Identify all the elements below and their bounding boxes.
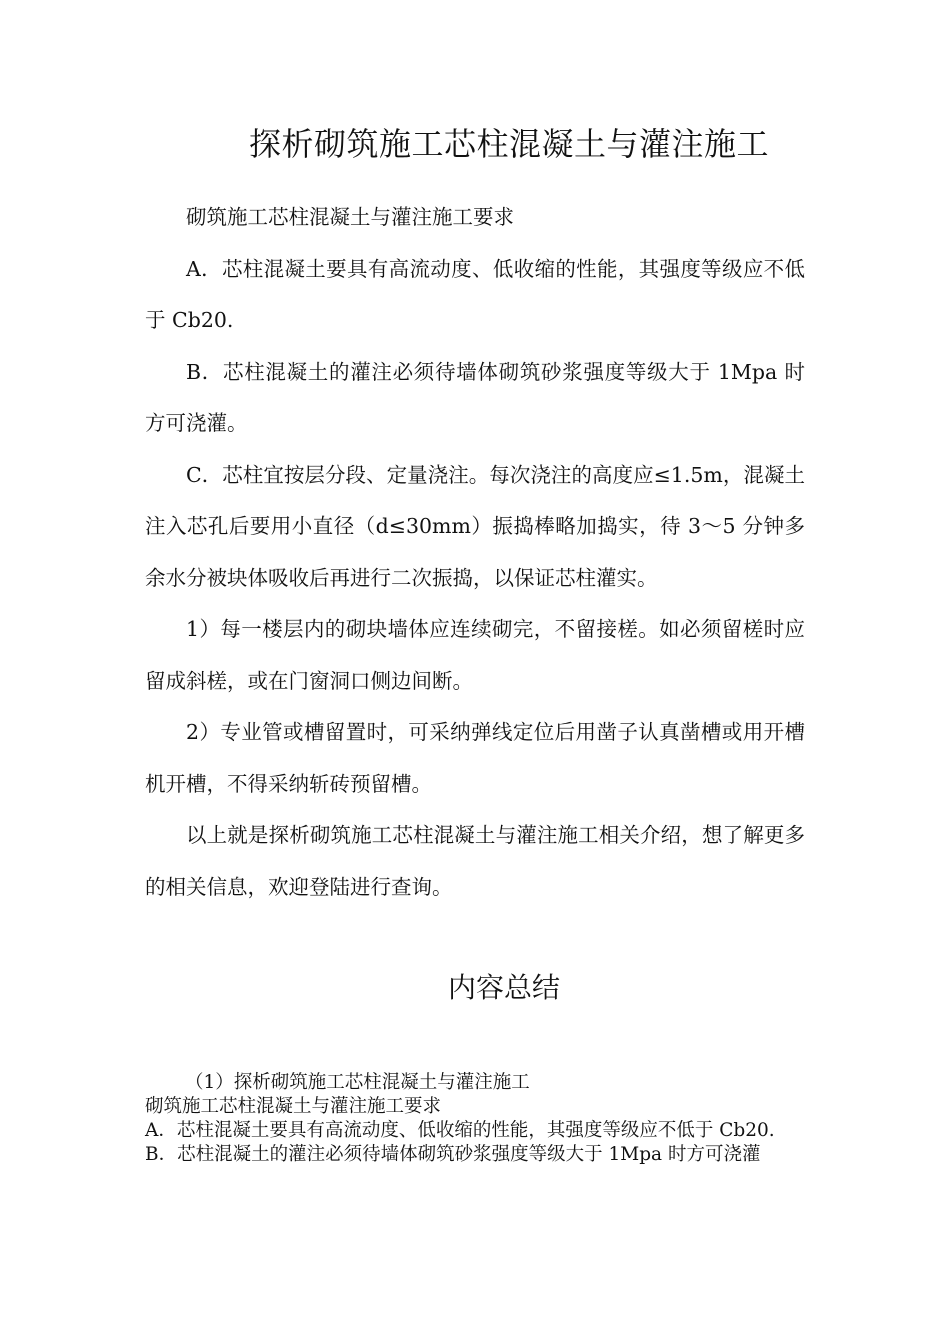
summary-heading: 内容总结 [447,971,560,1004]
summary-line: B．芯柱混凝土的灌注必须待墙体砌筑砂浆强度等级大于 1Mpa 时方可浇灌 [145,1144,761,1165]
summary-line: 砌筑施工芯柱混凝土与灌注施工要求 [145,1096,442,1117]
paragraph-conclusion: 以上就是探析砌筑施工芯柱混凝土与灌注施工相关介绍，想了解更多的相关信息，欢迎登陆进行查询。 [145,823,805,899]
summary-line: A．芯柱混凝土要具有高流动度、低收缩的性能，其强度等级应不低于 Cb20. [145,1120,775,1141]
paragraph-item-b: B．芯柱混凝土的灌注必须待墙体砌筑砂浆强度等级大于 1Mpa 时方可浇灌。 [145,359,805,435]
paragraph-item-1: 1）每一楼层内的砌块墙体应连续砌完，不留接槎。如必须留槎时应留成斜槎，或在门窗洞口侧边间断。 [145,617,805,693]
summary-section [145,1071,805,1167]
summary-line: （1）探析砌筑施工芯柱混凝土与灌注施工 [185,1072,530,1093]
paragraph-item-c: C．芯柱宜按层分段、定量浇注。每次浇注的高度应≤1.5m，混凝土注入芯孔后要用小直径（d≤30mm）振捣棒略加捣实，待 3～5 分钟多余水分被块体吸收后再进行二次振捣，以保证芯柱灌实。 [145,462,805,590]
document-title: 探析砌筑施工芯柱混凝土与灌注施工 [248,125,769,163]
paragraph-item-2: 2）专业管或槽留置时，可采纳弹线定位后用凿子认真凿槽或用开槽机开槽，不得采纳斩砖预留槽。 [145,720,805,796]
document-body [145,192,805,913]
paragraph-item-a: A．芯柱混凝土要具有高流动度、低收缩的性能，其强度等级应不低于 Cb20. [145,256,805,332]
paragraph-requirements-heading: 砌筑施工芯柱混凝土与灌注施工要求 [186,205,514,229]
